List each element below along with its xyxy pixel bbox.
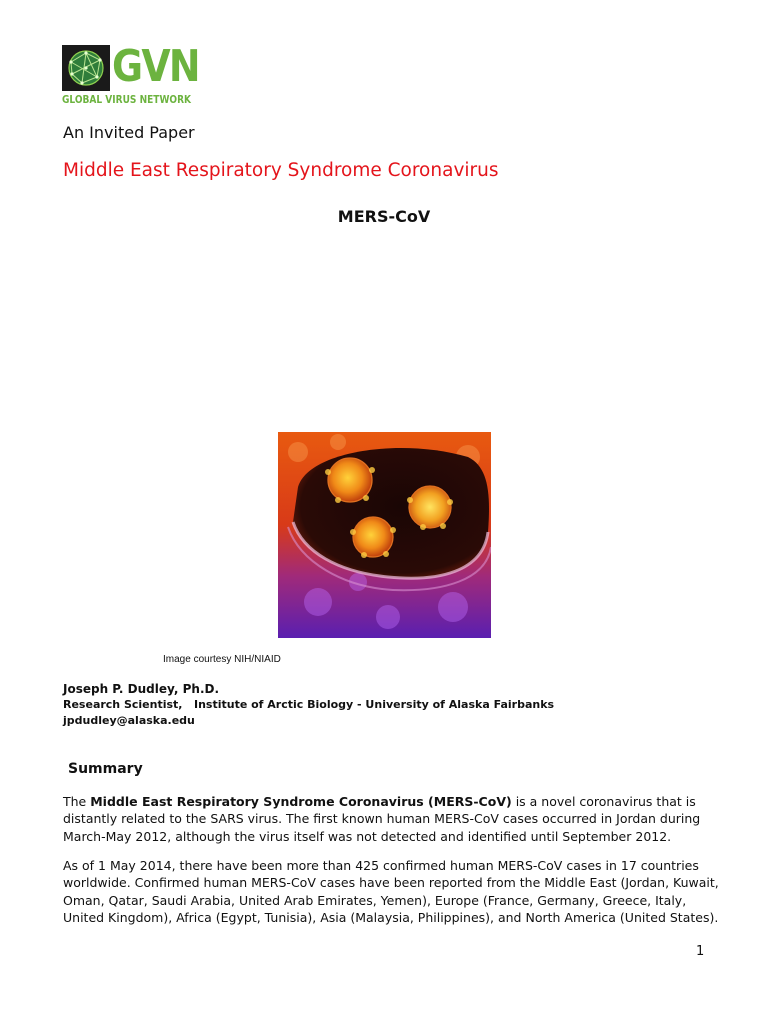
paragraph-text: The [63,794,91,809]
invited-paper-label: An Invited Paper [63,123,195,142]
globe-network-icon [62,45,110,91]
page-title: Middle East Respiratory Syndrome Coronavirus [63,160,499,181]
summary-paragraph-1 [63,793,723,845]
author-affiliation: Research Scientist, Institute of Arctic Biology - University of Alaska Fairbanks [63,698,555,711]
summary-paragraph-2: As of 1 May 2014, there have been more than 425 confirmed human MERS-CoV cases in 17 countries worldwide. Confirmed human MERS-CoV cases have been reported from the Middle East (Jordan, Kuwait, Oman, Qatar, Saudi Arabia, United Arab Emirates, Yemen), Europe (France, Germany, Greece, Italy, United Kingdom), Africa (Egypt, Tunisia), Asia (Malaysia, Philippines), and North America (United States). [63,858,719,925]
paragraph-text: is a novel coronavirus that is distantly related to the SARS virus. The first known human MERS-CoV cases occurred in Jordan during March-May 2012, although the virus itself was not detected and identified until September 2012. [63,794,701,844]
page-subtitle: MERS-CoV [337,207,431,226]
page-number: 1 [696,944,705,959]
author-email[interactable]: jpdudley@alaska.edu [63,714,195,727]
gvn-logo [62,41,199,109]
logo-tagline: GLOBAL VIRUS NETWORK [62,94,192,106]
author-name: Joseph P. Dudley, Ph.D. [63,682,220,696]
figure-caption: Image courtesy NIH/NIAID [163,654,281,665]
virus-micrograph-image [278,432,491,638]
logo-letters: GVN [112,41,199,92]
paragraph-bold-text: Middle East Respiratory Syndrome Coronavirus (MERS-CoV) [90,794,512,809]
summary-heading: Summary [68,761,143,777]
